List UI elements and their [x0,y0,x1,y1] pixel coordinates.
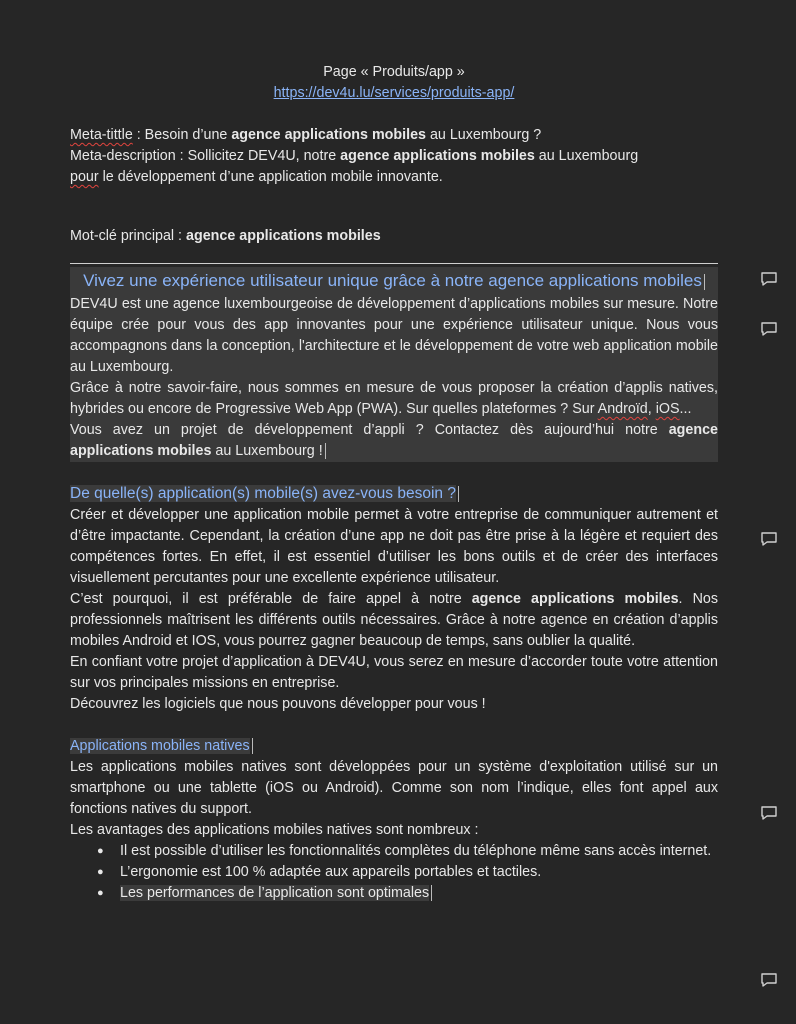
meta-desc-pour: pour [70,169,99,185]
list-item: ● L’ergonomie est 100 % adaptée aux appareils portables et tactiles. [70,862,718,883]
meta-desc-label: Meta-description : Sollicitez DEV4U, notre [70,148,341,164]
section2-p2-keyword: agence applications mobiles [471,591,679,607]
text-cursor-4 [252,738,253,754]
meta-desc-keyword: agence applications mobiles [340,148,535,164]
text-cursor [704,274,705,290]
section1-p2-end: ... [679,401,692,417]
meta-desc-post: au Luxembourg [534,148,639,164]
section3-body [70,757,718,904]
section1-heading[interactable] [70,267,718,294]
section1-android-word: Androïd [597,401,648,417]
section3-paragraph-1: Les applications mobiles natives sont développées pour un système d'exploitation utilisé sur un smartphone ou une tablette (iOS ou Android). Comme son nom l’indique, elles font appel aux fonctions natives du support. [70,759,718,817]
text-cursor-3 [458,486,459,502]
list-item [70,883,718,904]
section3-heading[interactable] [70,736,718,757]
comment-icon[interactable] [760,321,778,337]
section1-p2-sep: , [647,401,656,417]
section2-p2-pre: C’est pourquoi, il est préférable de faire appel à notre [70,591,472,607]
comment-icon[interactable] [760,972,778,988]
section1-heading-text: Vivez une expérience utilisateur unique grâce à notre agence applications mobiles [83,271,702,290]
section1-paragraph-2 [70,378,718,420]
main-keyword-value: agence applications mobiles [186,228,381,244]
page-url-link[interactable]: https://dev4u.lu/services/produits-app/ [273,85,515,101]
page-title: Page « Produits/app » [323,64,465,80]
text-cursor-2 [325,443,326,459]
section2-heading[interactable] [70,483,718,505]
section1-p3-post: au Luxembourg ! [211,443,323,459]
comment-icon[interactable] [760,271,778,287]
section1-ios-word: iOS [655,401,680,417]
section2-paragraph-3: En confiant votre projet d’application à DEV4U, vous serez en mesure d’accorder toute votre attention sur vos principales missions en entreprise. [70,654,718,691]
meta-title-line [70,125,718,146]
section2-body [70,505,718,715]
section2-paragraph-1: Créer et développer une application mobile permet à votre entreprise de communiquer autrement et d’être impactante. Cependant, la création d’une app ne doit pas être prise à la légère et requiert des compétences fortes. En effet, il est essentiel d’utiliser les bons outils et de créer des interfaces visuellement percutantes pour une excellente expérience utilisateur. [70,507,718,586]
document-page [70,62,718,904]
list-item: ● Il est possible d’utiliser les fonctionnalités complètes du téléphone même sans accès internet. [70,841,718,862]
meta-desc-rest: le développement d’une application mobile innovante. [98,169,443,185]
section1-p3-pre: Vous avez un projet de développement d’appli ? Contactez dès aujourd’hui notre [70,422,669,438]
meta-title-pre: : Besoin d’une [132,127,232,143]
section3-paragraph-2: Les avantages des applications mobiles natives sont nombreux : [70,822,479,838]
meta-description-line [70,146,718,167]
section2-paragraph-4: Découvrez les logiciels que nous pouvons développer pour vous ! [70,696,486,712]
section1-paragraph-1: DEV4U est une agence luxembourgeoise de développement d’applications mobiles sur mesure. Notre équipe crée pour vous des app innovantes pour une expérience utilisateur unique. Nous vous accompagnons dans la conception, l'architecture et le développement de votre web application mobile au Luxembourg. [70,296,718,375]
section1-p2-text: Grâce à notre savoir-faire, nous sommes en mesure de vous proposer la création d’applis natives, hybrides ou encore de Progressive Web App (PWA). Sur quelles plateformes ? Sur [70,380,718,417]
section1-body[interactable] [70,294,718,462]
section3-heading-text: Applications mobiles natives [70,738,250,754]
page-url-line [70,83,718,104]
meta-title-post: au Luxembourg ? [425,127,542,143]
list-item-text-highlighted: Les performances de l’application sont optimales [120,885,430,901]
comment-icon[interactable] [760,531,778,547]
meta-description-line-2 [70,167,718,188]
section2-p2-post: . Nos professionnels maîtrisent les différents outils nécessaires. Grâce à notre agence en création d’applis mobiles Android et IOS, vous pourrez gagner beaucoup de temps, sans oublier la qualité. [70,591,718,649]
meta-title-label: Meta-tittle [70,127,133,143]
main-keyword-label: Mot-clé principal : [70,228,187,244]
section1-p3-keyword: agence applications mobiles [70,422,718,459]
text-cursor-5 [431,885,432,901]
meta-title-keyword: agence applications mobiles [231,127,426,143]
advantages-list [70,841,718,904]
section2-heading-text: De quelle(s) application(s) mobile(s) avez-vous besoin ? [70,485,456,502]
comment-icon[interactable] [760,805,778,821]
main-keyword-line [70,226,718,247]
divider [70,263,718,264]
section2-paragraph-2 [70,589,718,652]
section1-paragraph-3 [70,420,718,462]
